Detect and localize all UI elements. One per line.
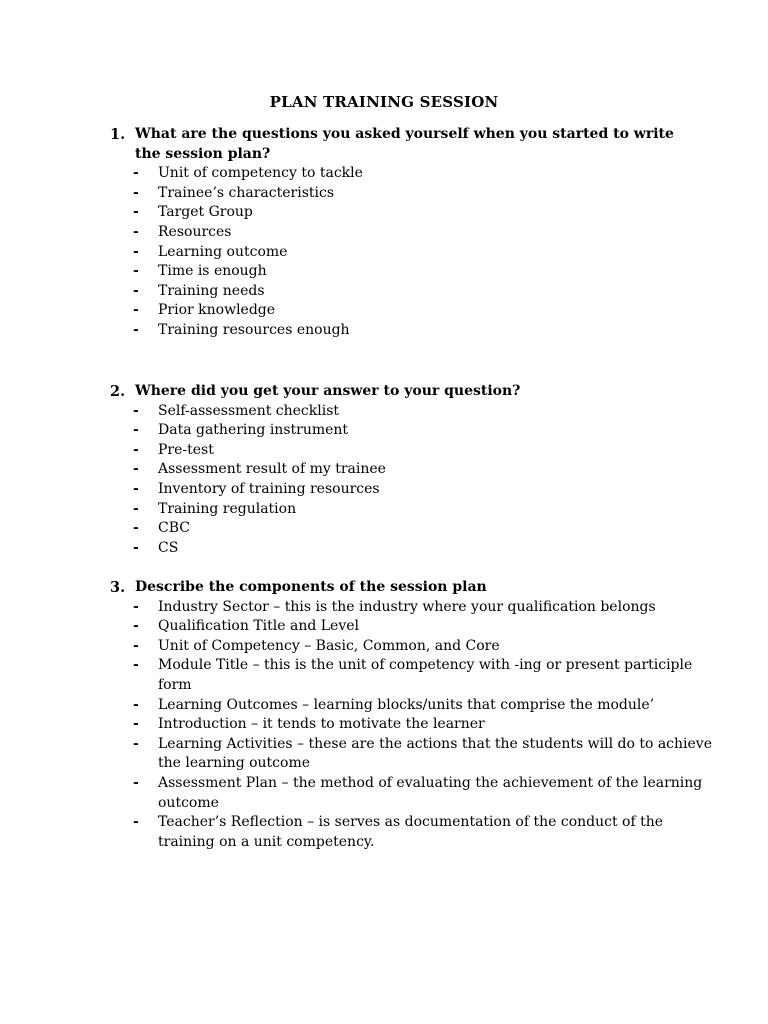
bullet-dash: -: [133, 735, 139, 752]
bullet-dash: -: [133, 716, 139, 733]
list-item-text: Training regulation: [158, 500, 297, 517]
bullet-dash: -: [133, 657, 139, 674]
list-item: [110, 696, 710, 716]
list-item-text: Prior knowledge: [158, 302, 276, 319]
list-item-text: CS: [158, 539, 179, 556]
list-item-text: Learning outcome: [158, 243, 288, 260]
list-item: [110, 203, 710, 223]
list-item-text: CBC: [158, 520, 190, 537]
list-item-text: Training resources enough: [158, 321, 350, 338]
list-item-text: Teacher’s Reflection – is serves as documentation of the conduct of the training on a unit competency.: [158, 814, 664, 850]
question-number: 3.: [110, 579, 126, 596]
list-item-text: Pre-test: [158, 441, 214, 458]
list-item: [110, 715, 710, 735]
list-item-text: Unit of Competency – Basic, Common, and Core: [158, 637, 500, 654]
list-item-text: Learning Activities – these are the actions that the students will do to achieve the learning outcome: [158, 735, 712, 772]
bullet-dash: -: [133, 637, 139, 654]
list-item-text: Qualification Title and Level: [158, 618, 360, 635]
list-item-text: Training needs: [158, 282, 265, 299]
list-item-text: Resources: [158, 223, 232, 240]
bullet-dash: -: [133, 480, 139, 497]
list-item: [110, 460, 710, 480]
bullet-dash: -: [133, 441, 139, 458]
bullet-dash: -: [133, 774, 139, 791]
list-item: [110, 243, 710, 263]
list-item: [110, 480, 710, 500]
list-item-text: Target Group: [158, 204, 253, 221]
list-item-text: Module Title – this is the unit of competency with -ing or present participle form: [158, 657, 693, 693]
page-title: PLAN TRAINING SESSION: [269, 93, 499, 111]
question-1: [110, 125, 710, 164]
list-item-text: Learning Outcomes – learning blocks/units that comprise the module’: [158, 696, 655, 713]
list-item-text: Introduction – it tends to motivate the learner: [158, 716, 485, 733]
list-item-text: Time is enough: [158, 263, 267, 280]
answer-list: [110, 598, 710, 853]
bullet-dash: -: [133, 500, 139, 517]
section-1: [110, 125, 710, 341]
bullet-dash: -: [133, 598, 139, 615]
bullet-dash: -: [133, 618, 139, 635]
list-item: [110, 184, 710, 204]
list-item: [110, 519, 710, 539]
bullet-dash: -: [133, 814, 139, 831]
list-item: [110, 813, 710, 852]
question-text: Where did you get your answer to your question?: [135, 383, 521, 399]
section-3: [110, 578, 710, 852]
answer-list: [110, 164, 710, 340]
question-text: Describe the components of the session plan: [135, 579, 487, 595]
list-item: [110, 500, 710, 520]
list-item: [110, 598, 710, 618]
bullet-dash: -: [133, 402, 139, 419]
answer-list: [110, 402, 710, 559]
list-item: [110, 301, 710, 321]
list-item-text: Self-assessment checklist: [158, 402, 340, 419]
question-3: [110, 578, 710, 598]
list-item-text: Data gathering instrument: [158, 422, 349, 439]
list-item: [110, 656, 710, 695]
list-item-text: Industry Sector – this is the industry where your qualification belongs: [158, 598, 656, 615]
bullet-dash: -: [133, 184, 139, 201]
list-item-text: Inventory of training resources: [158, 480, 380, 497]
list-item-text: Unit of competency to tackle: [158, 165, 363, 182]
list-item: [110, 539, 710, 559]
bullet-dash: -: [133, 321, 139, 338]
bullet-dash: -: [133, 243, 139, 260]
list-item: [110, 164, 710, 184]
bullet-dash: -: [133, 263, 139, 280]
section-2: [110, 382, 710, 558]
list-item-text: Assessment result of my trainee: [158, 461, 386, 478]
bullet-dash: -: [133, 696, 139, 713]
list-item: [110, 735, 710, 774]
bullet-dash: -: [133, 223, 139, 240]
question-text: What are the questions you asked yourself when you started to write the session plan?: [135, 126, 674, 162]
question-2: [110, 382, 710, 402]
list-item: [110, 402, 710, 422]
list-item-text: Trainee’s characteristics: [158, 184, 335, 201]
question-number: 1.: [110, 126, 126, 143]
bullet-dash: -: [133, 282, 139, 299]
bullet-dash: -: [133, 461, 139, 478]
list-item: [110, 637, 710, 657]
bullet-dash: -: [133, 520, 139, 537]
list-item: [110, 617, 710, 637]
list-item: [110, 223, 710, 243]
list-item: [110, 441, 710, 461]
bullet-dash: -: [133, 165, 139, 182]
list-item: [110, 321, 710, 341]
bullet-dash: -: [133, 422, 139, 439]
list-item: [110, 421, 710, 441]
bullet-dash: -: [133, 302, 139, 319]
bullet-dash: -: [133, 204, 139, 221]
list-item: [110, 262, 710, 282]
list-item: [110, 774, 710, 813]
bullet-dash: -: [133, 539, 139, 556]
list-item-text: Assessment Plan – the method of evaluating the achievement of the learning outcome: [158, 774, 703, 811]
list-item: [110, 282, 710, 302]
question-number: 2.: [110, 383, 126, 400]
